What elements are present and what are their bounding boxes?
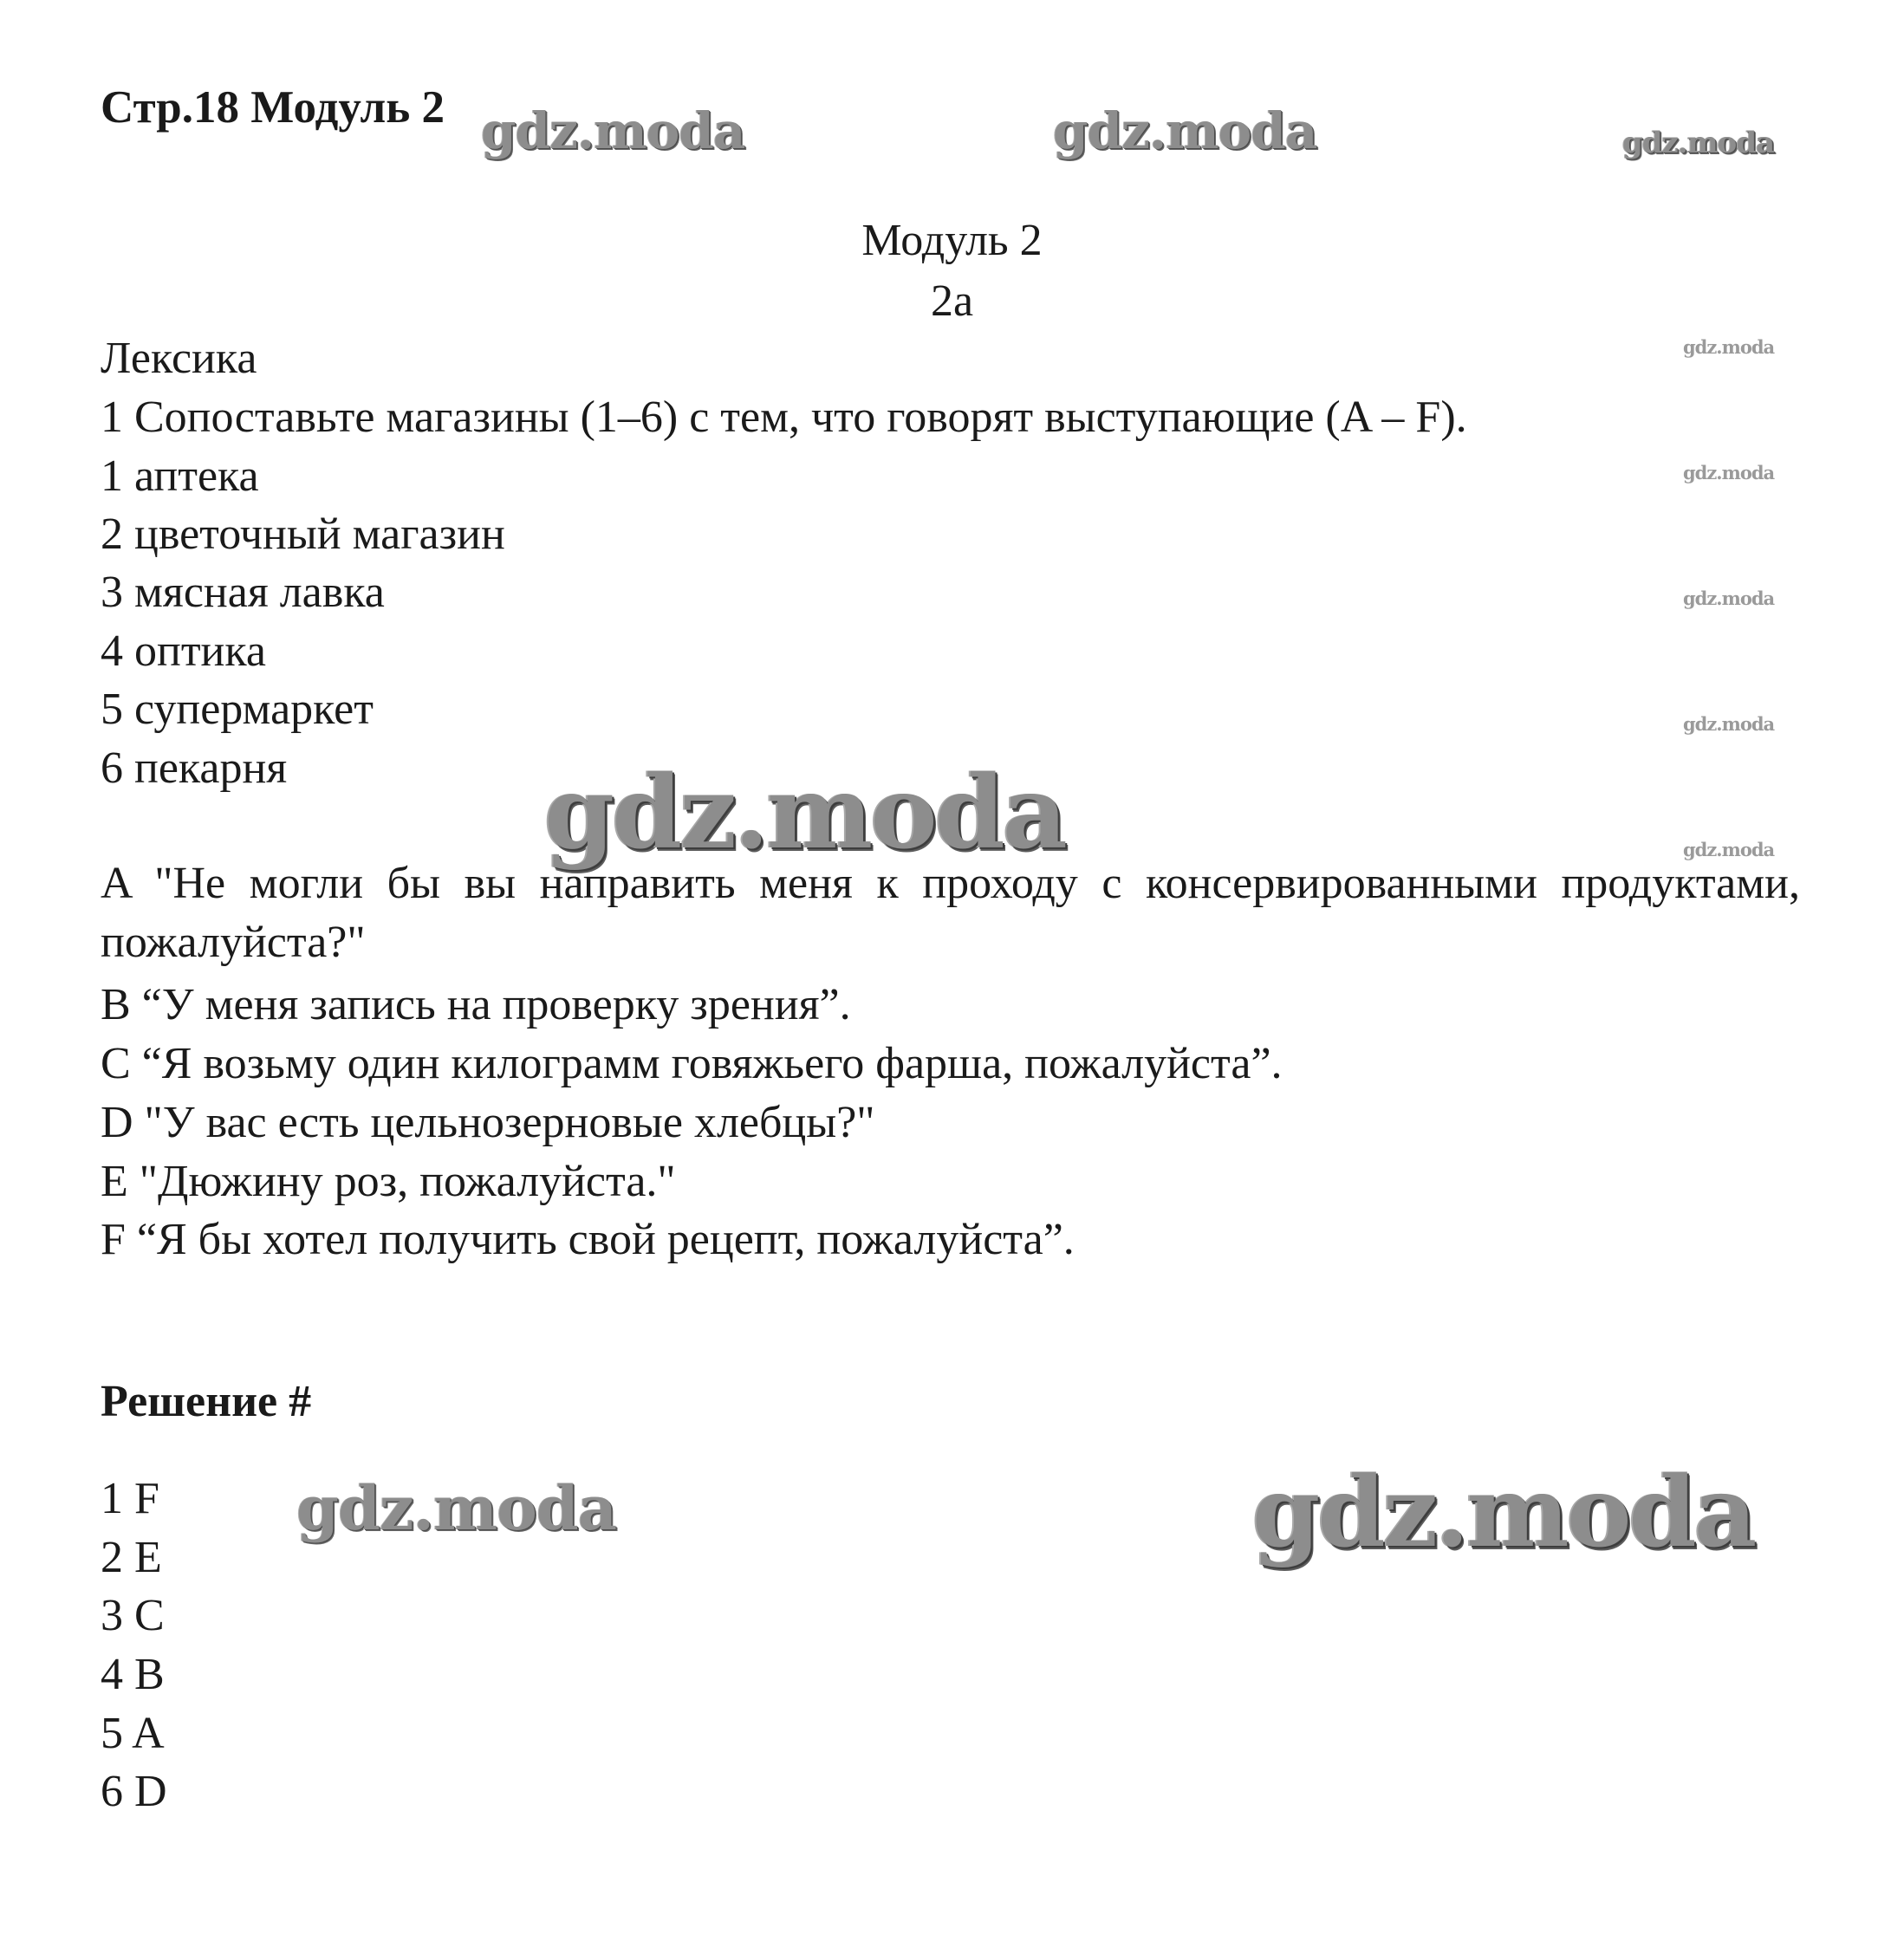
shop-item: 4 оптика [101, 626, 266, 676]
watermark-logo: gdz.moda [296, 1472, 617, 1544]
answer-item: 5 A [101, 1709, 165, 1758]
answer-item: 1 F [101, 1474, 159, 1523]
quote-item: D "У вас есть цельнозерновые хлебцы?" [101, 1098, 875, 1147]
watermark-logo: gdz.moda [1683, 336, 1775, 358]
answer-item: 6 D [101, 1767, 167, 1816]
task-instruction: 1 Сопоставьте магазины (1–6) с тем, что говорят выступающие (A – F). [101, 393, 1467, 442]
shop-item: 5 супермаркет [101, 685, 374, 734]
solution-heading: Решение # [101, 1377, 312, 1426]
quote-item: E "Дюжину роз, пожалуйста." [101, 1157, 676, 1206]
shop-item: 6 пекарня [101, 743, 288, 793]
watermark-logo: gdz.moda [1053, 101, 1317, 160]
watermark-logo: gdz.moda [481, 101, 745, 160]
quote-item: A "Не могли бы вы направить меня к проходу с консервированными продуктами, пожалуйста?" [101, 859, 1800, 967]
answer-item: 4 B [101, 1650, 165, 1699]
watermark-logo: gdz.moda [1683, 713, 1775, 735]
quote-item: C “Я возьму один килограмм говяжьего фарша, пожалуйста”. [101, 1039, 1283, 1088]
watermark-logo: gdz.moda [544, 754, 1065, 872]
page-title: Стр.18 Модуль 2 [101, 82, 445, 133]
watermark-logo: gdz.moda [1683, 839, 1775, 860]
answer-item: 2 E [101, 1533, 162, 1582]
section-heading: 2a [930, 276, 974, 326]
answer-item: 3 C [101, 1591, 165, 1640]
shop-item: 3 мясная лавка [101, 568, 385, 617]
shop-item: 1 аптека [101, 451, 259, 501]
watermark-logo: gdz.moda [1683, 462, 1775, 484]
shop-item: 2 цветочный магазин [101, 509, 505, 559]
quote-item: F “Я бы хотел получить свой рецепт, пожалуйста”. [101, 1215, 1075, 1264]
topic-label: Лексика [101, 334, 257, 383]
watermark-logo: gdz.moda [1622, 126, 1775, 160]
module-heading: Модуль 2 [861, 216, 1043, 265]
watermark-logo: gdz.moda [1683, 587, 1775, 609]
watermark-logo: gdz.moda [1252, 1456, 1755, 1569]
quote-item: B “У меня запись на проверку зрения”. [101, 980, 851, 1029]
